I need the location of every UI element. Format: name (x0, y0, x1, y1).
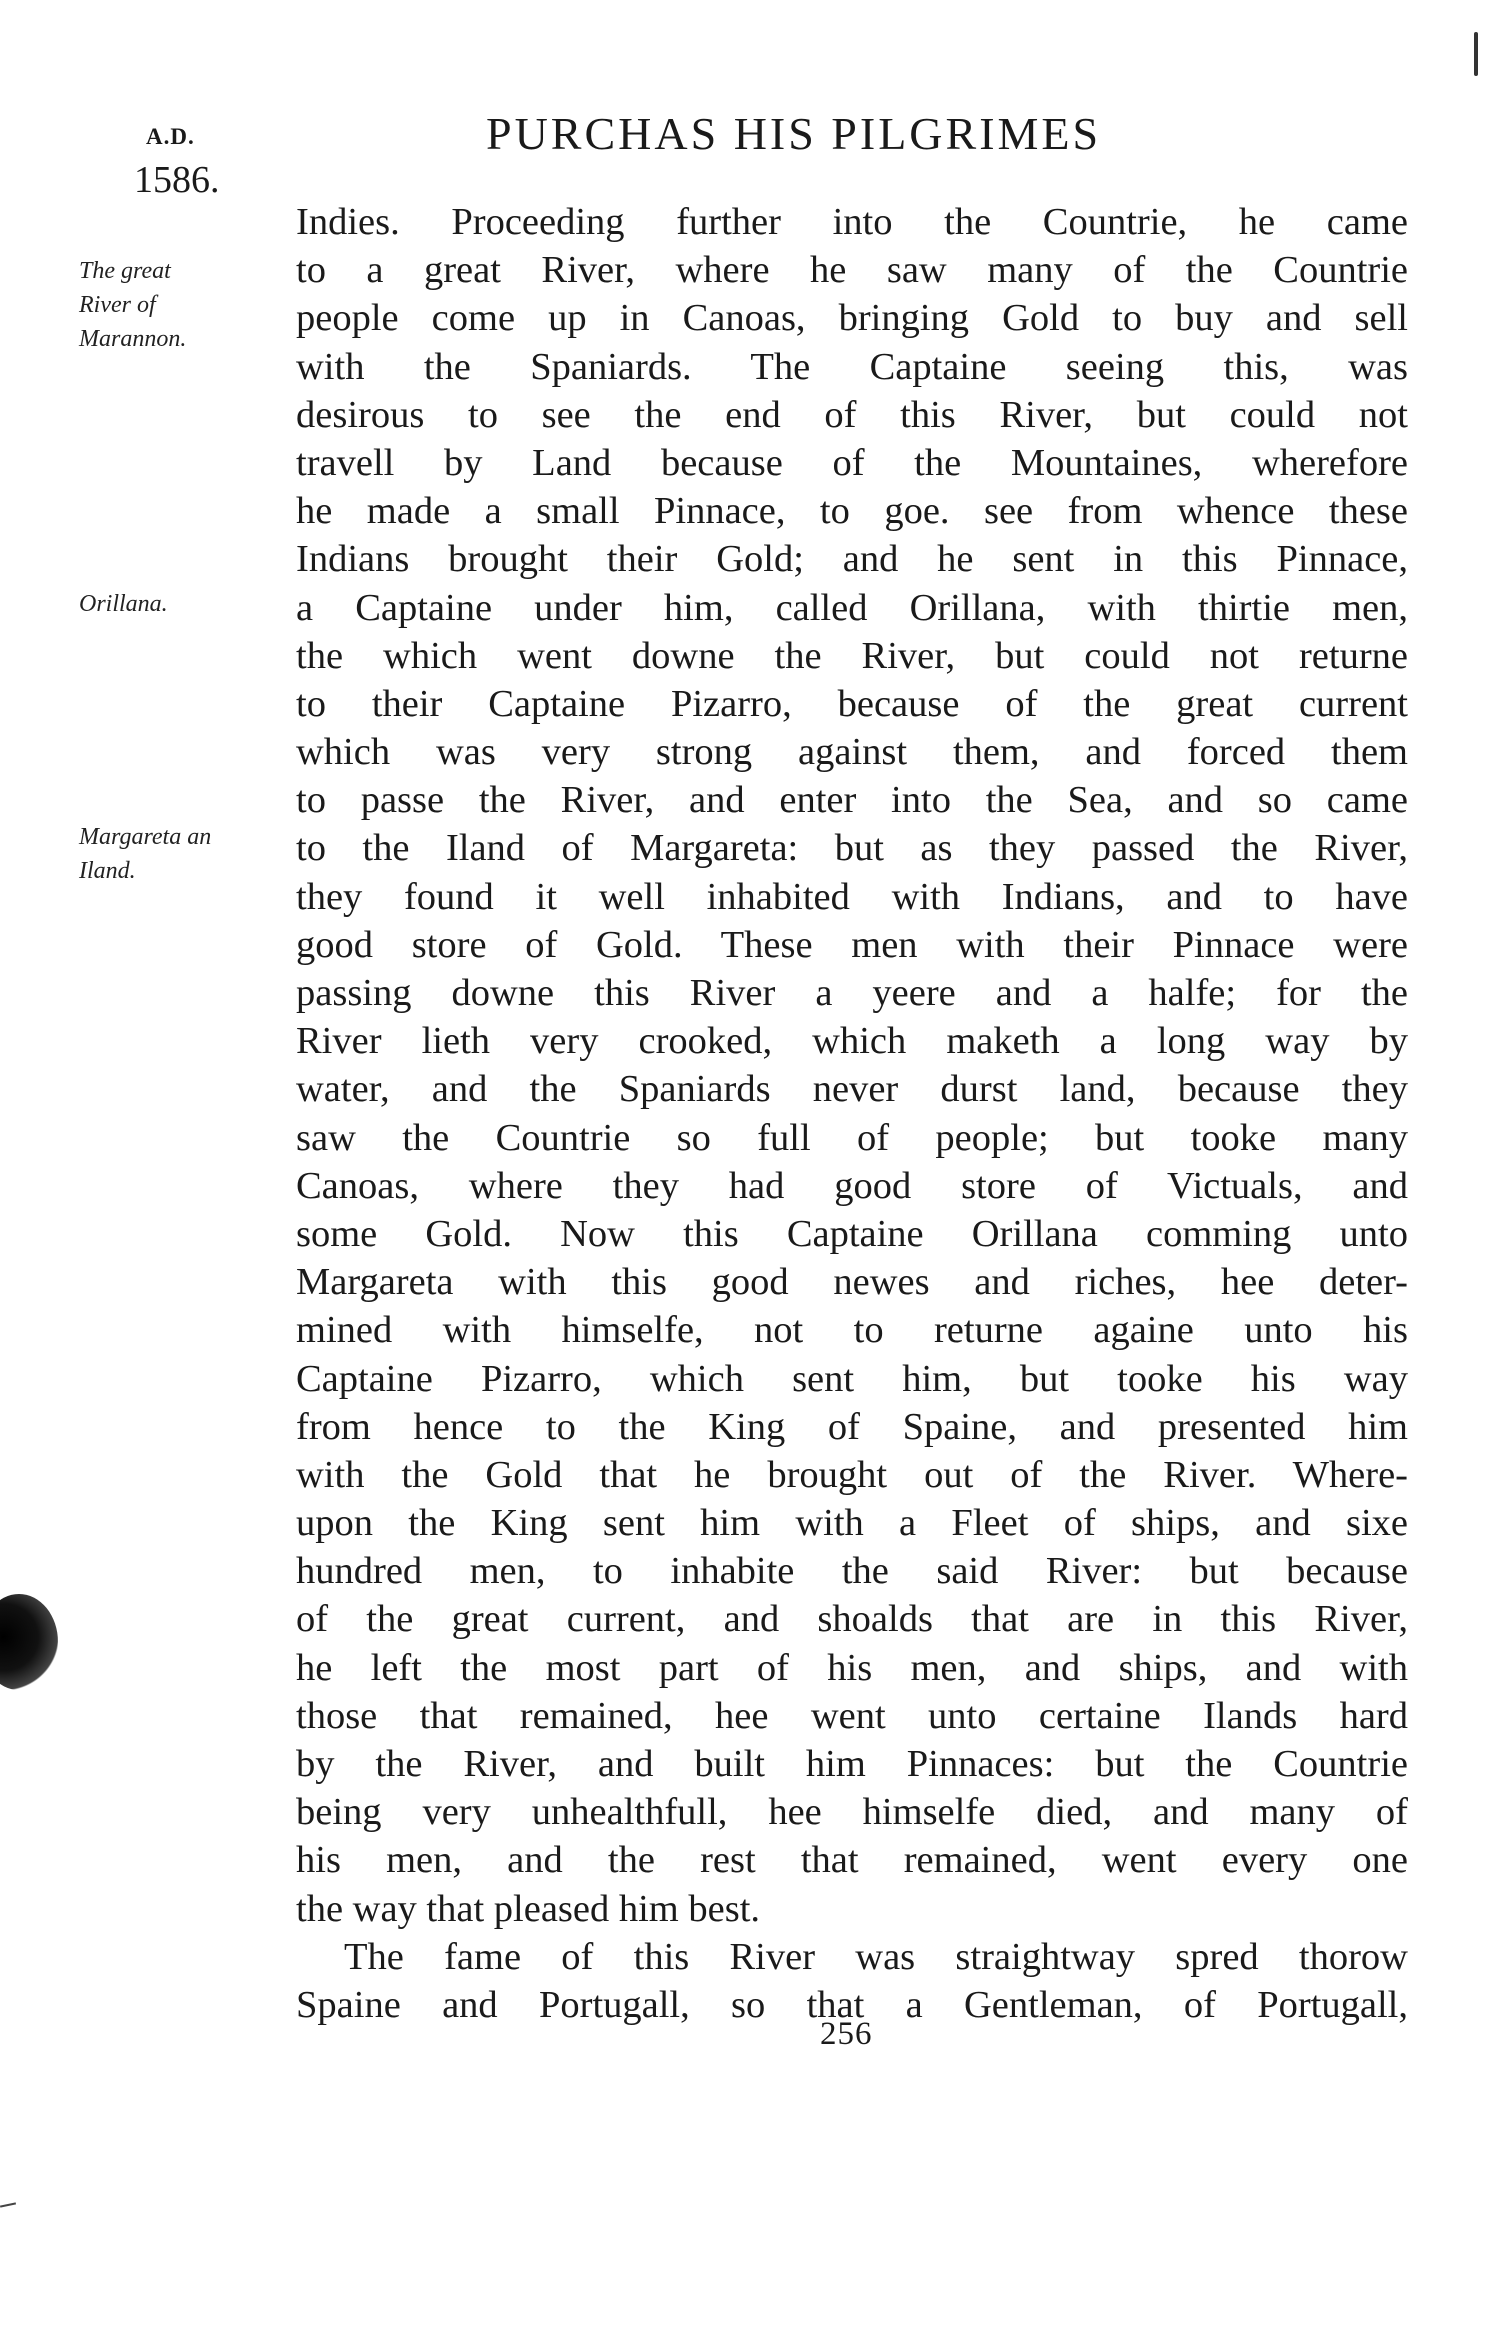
marginal-note-great-river (79, 254, 279, 356)
text-line: passing downe this River a yeere and a halfe; for the (296, 972, 1408, 1014)
text-line: his men, and the rest that remained, went every one (296, 1839, 1408, 1882)
text-line: the which went downe the River, but could not returne (296, 634, 1408, 677)
text-line: Captaine Pizarro, which sent him, but tooke his way (296, 1357, 1408, 1400)
text-line: Indians brought their Gold; and he sent in this Pinnace, (296, 538, 1408, 581)
thumb-shadow-artifact (0, 1594, 58, 1690)
text-line: with the Gold that he brought out of the River. Where- (296, 1453, 1408, 1496)
text-line: those that remained, hee went unto certaine Ilands hard (296, 1694, 1408, 1737)
text-line: mined with himselfe, not to returne againe unto his (296, 1309, 1408, 1352)
page-number: 256 (820, 2016, 873, 2052)
text-line: to the Iland of Margareta: but as they passed the River, (296, 827, 1408, 870)
marginal-note-text: The great River of Marannon. (79, 258, 187, 352)
running-title: PURCHAS HIS PILGRIMES (486, 108, 1102, 159)
text-line: water, and the Spaniards never durst land, because they (296, 1068, 1408, 1111)
marginal-note-text: Margareta an Iland. (79, 824, 212, 884)
year-block (134, 124, 244, 202)
text-line: with the Spaniards. The Captaine seeing this, was (296, 345, 1408, 388)
text-line: which was very strong against them, and forced them (296, 731, 1408, 774)
text-line: to a great River, where he saw many of the Countrie (296, 249, 1408, 292)
body-text (296, 198, 1408, 2029)
text-line: of the great current, and shoalds that are in this River, (296, 1598, 1408, 1641)
text-line: to their Captaine Pizarro, because of the great current (296, 682, 1408, 725)
text-line: upon the King sent him with a Fleet of ships, and sixe (296, 1502, 1408, 1545)
anno-domini-label: A.D. (146, 124, 195, 149)
marginal-note-text: Orillana. (79, 591, 168, 617)
text-line: Spaine and Portugall, so that a Gentleman, of Portugall, (296, 1983, 1408, 2026)
text-line: people come up in Canoas, bringing Gold to buy and sell (296, 297, 1408, 340)
text-line: good store of Gold. These men with their Pinnace were (296, 923, 1408, 966)
text-line: they found it well inhabited with Indians, and to have (296, 875, 1408, 918)
text-line: hundred men, to inhabite the said River: but because (296, 1550, 1408, 1593)
text-line: travell by Land because of the Mountaines, wherefore (296, 441, 1408, 484)
text-line: saw the Countrie so full of people; but tooke many (296, 1116, 1408, 1159)
text-line: by the River, and built him Pinnaces: but the Countrie (296, 1743, 1408, 1785)
text-line: from hence to the King of Spaine, and presented him (296, 1405, 1408, 1448)
text-line: to passe the River, and enter into the Sea, and so came (296, 779, 1408, 822)
text-line: Indies. Proceeding further into the Countrie, he came (296, 201, 1408, 243)
text-line: he made a small Pinnace, to goe. see from whence these (296, 490, 1408, 533)
text-line: some Gold. Now this Captaine Orillana comming unto (296, 1212, 1408, 1255)
paragraph-start-line: The fame of this River was straightway spred thorow (344, 1935, 1408, 1978)
text-line: Canoas, where they had good store of Victuals, and (296, 1164, 1408, 1207)
text-line: desirous to see the end of this River, but could not (296, 393, 1408, 436)
edge-mark-artifact (1474, 32, 1478, 76)
year-label: 1586. (134, 159, 220, 201)
text-line: being very unhealthfull, hee himselfe died, and many of (296, 1791, 1408, 1834)
text-line: the way that pleased him best. (296, 1887, 761, 1930)
marginal-note-margareta (79, 820, 279, 888)
text-line: River lieth very crooked, which maketh a long way by (296, 1020, 1408, 1063)
corner-mark-artifact (0, 2202, 16, 2207)
text-line: a Captaine under him, called Orillana, with thirtie men, (296, 586, 1408, 629)
marginal-note-orillana (79, 587, 279, 621)
text-line: Margareta with this good newes and riches, hee deter- (296, 1261, 1408, 1304)
text-line: he left the most part of his men, and ships, and with (296, 1646, 1408, 1689)
